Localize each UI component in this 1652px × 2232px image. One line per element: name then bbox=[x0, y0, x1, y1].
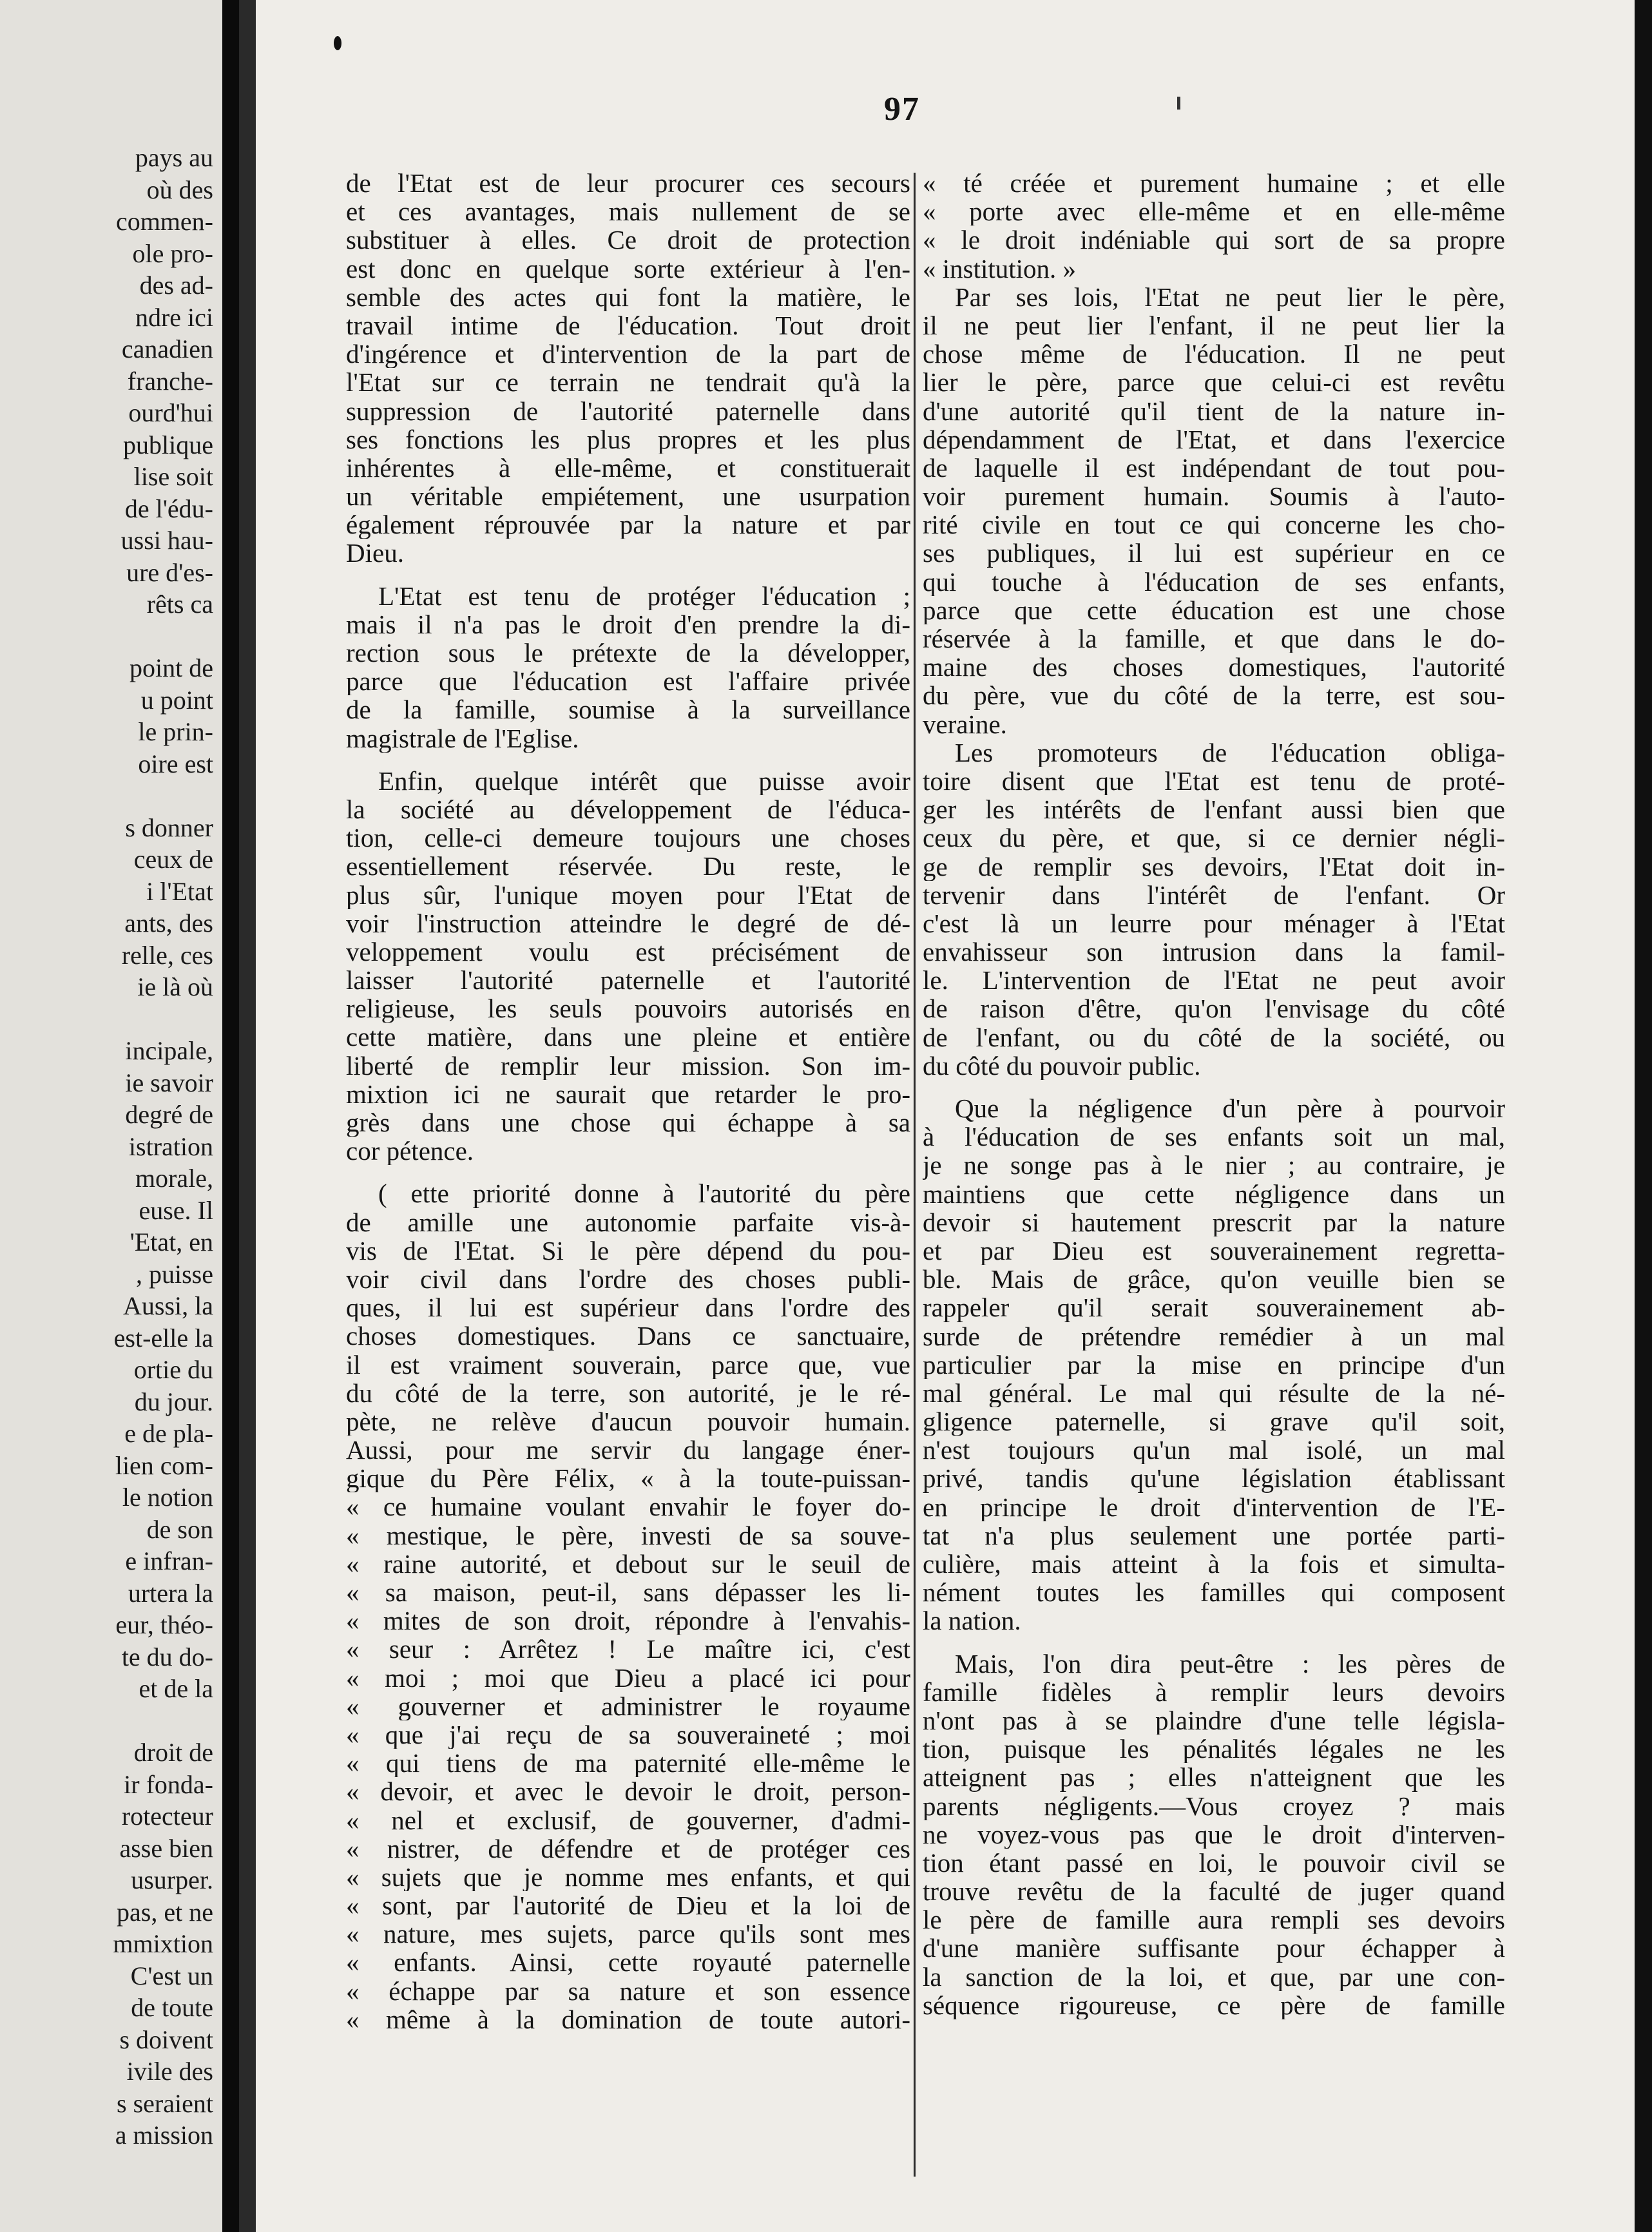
text-line: de l'Etat est de leur procurer ces secours bbox=[346, 169, 910, 198]
text-line: « devoir, et avec le devoir le droit, person- bbox=[346, 1777, 910, 1806]
text-line: de l'enfant, ou du côté de la société, ou bbox=[923, 1023, 1505, 1052]
fragment-line: ir fonda- bbox=[124, 1769, 213, 1799]
text-line: maintiens que cette négligence dans un bbox=[923, 1179, 1505, 1208]
text-line: et ces avantages, mais nullement de se bbox=[346, 197, 910, 226]
fragment-line: i l'Etat bbox=[146, 876, 213, 906]
text-line: « raine autorité, et debout sur le seuil de bbox=[346, 1549, 910, 1578]
text-line: la société au développement de l'éduca- bbox=[346, 794, 910, 824]
text-line: maine des choses domestiques, l'autorité bbox=[923, 653, 1505, 682]
text-line: atteignent pas ; elles n'atteignent que les bbox=[923, 1763, 1505, 1792]
paragraph-gap bbox=[346, 1165, 910, 1179]
text-line: n'ont pas à se plaindre d'une telle législa- bbox=[923, 1706, 1505, 1735]
text-line: semble des actes qui font la matière, le bbox=[346, 282, 910, 311]
fragment-line: de toute bbox=[131, 1993, 213, 2022]
text-line: veloppement voulu est précisément de bbox=[346, 937, 910, 967]
fragment-line: ortie du bbox=[133, 1355, 213, 1384]
scan-edge bbox=[1635, 0, 1652, 2232]
text-line: laisser l'autorité paternelle et l'autorité bbox=[346, 966, 910, 995]
text-line: « ce humaine voulant envahir le foyer do- bbox=[346, 1492, 910, 1521]
text-line: ne voyez-vous pas que le droit d'interven- bbox=[923, 1820, 1505, 1849]
text-line: vis de l'Etat. Si le père dépend du pou- bbox=[346, 1236, 910, 1265]
text-line: veraine. bbox=[923, 709, 1007, 738]
text-line: « porte avec elle-même et en elle-même bbox=[923, 197, 1505, 226]
column-rule bbox=[914, 173, 916, 2177]
fragment-line: commen- bbox=[115, 207, 213, 236]
text-line: « mites de son droit, répondre à l'envahis- bbox=[346, 1606, 910, 1635]
text-line: Par ses lois, l'Etat ne peut lier le père, bbox=[955, 282, 1505, 311]
fragment-line: lise soit bbox=[133, 462, 213, 491]
fragment-line: C'est un bbox=[130, 1961, 213, 1990]
fragment-line: te du do- bbox=[121, 1642, 213, 1671]
fragment-line: est-elle la bbox=[113, 1323, 213, 1352]
text-line: particulier par la mise en principe d'un bbox=[923, 1350, 1505, 1379]
ink-mark bbox=[1177, 97, 1180, 110]
text-line: ceux du père, et que, si ce dernier négli- bbox=[923, 823, 1505, 852]
text-line: « nature, mes sujets, parce qu'ils sont mes bbox=[346, 1919, 910, 1948]
text-line: rappeler qu'il serait souverainement ab- bbox=[923, 1293, 1505, 1322]
fragment-line: où des bbox=[146, 175, 213, 204]
fragment-line: pas, et ne bbox=[117, 1897, 213, 1927]
fragment-line: ivile des bbox=[126, 2057, 213, 2086]
fragment-line: ussi hau- bbox=[120, 526, 213, 555]
text-line: il ne peut lier l'enfant, il ne peut lier la bbox=[923, 311, 1505, 340]
text-line: « nel et exclusif, de gouverner, d'admi- bbox=[346, 1805, 910, 1834]
text-line: « même à la domination de toute autori- bbox=[346, 2005, 910, 2034]
text-line: substituer à elles. Ce droit de protection bbox=[346, 226, 910, 255]
fragment-line: eur, théo- bbox=[115, 1610, 213, 1639]
text-line: je ne songe pas à le nier ; au contraire, je bbox=[923, 1151, 1505, 1180]
text-line: parents négligents.—Vous croyez ? mais bbox=[923, 1791, 1505, 1820]
text-line: mal général. Le mal qui résulte de la né- bbox=[923, 1378, 1505, 1408]
paragraph-gap bbox=[923, 1080, 1505, 1094]
fragment-line: ndre ici bbox=[135, 302, 213, 332]
text-line: de amille une autonomie parfaite vis-à- bbox=[346, 1207, 910, 1236]
text-line: l'Etat sur ce terrain ne tendrait qu'à la bbox=[346, 368, 910, 397]
text-line: essentiellement réservée. Du reste, le bbox=[346, 852, 910, 881]
text-line: voir l'instruction atteindre le degré de dé- bbox=[346, 909, 910, 938]
text-line: Aussi, pour me servir du langage éner- bbox=[346, 1436, 910, 1465]
text-line: suppression de l'autorité paternelle dans bbox=[346, 396, 910, 425]
fragment-line: morale, bbox=[135, 1164, 213, 1193]
text-line: surde de prétendre remédier à un mal bbox=[923, 1322, 1505, 1351]
text-line: « mestique, le père, investi de sa souve- bbox=[346, 1521, 910, 1550]
text-line: inhérentes à elle-même, et constituerait bbox=[346, 453, 910, 483]
text-line: « sa maison, peut-il, sans dépasser les li- bbox=[346, 1578, 910, 1607]
text-line: trouve revêtu de la faculté de juger quand bbox=[923, 1877, 1505, 1906]
text-line: la sanction de la loi, et que, par une con- bbox=[923, 1962, 1505, 1991]
fragment-line: rêts ca bbox=[146, 590, 213, 619]
fragment-line: pays au bbox=[135, 143, 213, 172]
fragment-line: ure d'es- bbox=[126, 557, 213, 587]
text-line: voir civil dans l'ordre des choses publi- bbox=[346, 1264, 910, 1294]
text-line: famille fidèles à remplir leurs devoirs bbox=[923, 1677, 1505, 1706]
text-line: Enfin, quelque intérêt que puisse avoir bbox=[378, 766, 910, 795]
fragment-line: des ad- bbox=[139, 271, 213, 300]
fragment-line: le prin- bbox=[138, 717, 213, 746]
fragment-line: e de pla- bbox=[124, 1419, 213, 1448]
fragment-line: ie savoir bbox=[125, 1068, 213, 1097]
fragment-line: 'Etat, en bbox=[130, 1227, 213, 1256]
text-line: d'une autorité qu'il tient de la nature in- bbox=[923, 396, 1505, 425]
text-line: de raison d'être, qu'on l'envisage du côté bbox=[923, 994, 1505, 1023]
text-line: de laquelle il est indépendant de tout pou- bbox=[923, 453, 1505, 483]
text-line: tion, celle-ci demeure toujours une choses bbox=[346, 823, 910, 852]
text-line: nément toutes les familles qui composent bbox=[923, 1578, 1505, 1607]
fragment-line: le notion bbox=[122, 1483, 213, 1512]
page-number: 97 bbox=[884, 91, 920, 128]
text-line: d'ingérence et d'intervention de la part de bbox=[346, 340, 910, 369]
text-line: voir purement humain. Soumis à l'auto- bbox=[923, 482, 1505, 511]
text-line: un véritable empiétement, une usurpation bbox=[346, 482, 910, 511]
text-line: « moi ; moi que Dieu a placé ici pour bbox=[346, 1663, 910, 1692]
fragment-line: ants, des bbox=[124, 909, 213, 938]
text-line: toire disent que l'Etat est tenu de proté- bbox=[923, 766, 1505, 796]
fragment-line: u point bbox=[140, 685, 213, 715]
fragment-line: de l'édu- bbox=[124, 494, 213, 523]
text-line: tat n'a plus seulement une portée parti- bbox=[923, 1521, 1505, 1550]
text-line: « institution. » bbox=[923, 254, 1077, 283]
text-line: dépendamment de l'Etat, et dans l'exercice bbox=[923, 425, 1505, 454]
text-line: cor pétence. bbox=[346, 1137, 474, 1166]
text-line: Les promoteurs de l'éducation obliga- bbox=[955, 738, 1505, 767]
fragment-line: et de la bbox=[139, 1674, 213, 1703]
text-line: à l'éducation de ses enfants soit un mal, bbox=[923, 1122, 1505, 1151]
text-line: il est vraiment souverain, parce que, vue bbox=[346, 1350, 910, 1379]
text-line: ble. Mais de grâce, qu'on veuille bien se bbox=[923, 1265, 1505, 1294]
text-line: et par Dieu est souverainement regretta- bbox=[923, 1236, 1505, 1265]
text-line: de la famille, soumise à la surveillance bbox=[346, 695, 910, 724]
text-line: grès dans une chose qui échappe à sa bbox=[346, 1108, 910, 1137]
fragment-line: e infran- bbox=[125, 1546, 213, 1575]
previous-page-fragment bbox=[0, 0, 239, 2232]
text-line: également réprouvée par la nature et par bbox=[346, 510, 910, 539]
fragment-line: usurper. bbox=[131, 1865, 213, 1894]
fragment-line: s donner bbox=[125, 813, 213, 842]
text-line: ses fonctions les plus propres et les plus bbox=[346, 425, 910, 454]
fragment-line: relle, ces bbox=[121, 940, 213, 970]
fragment-line: euse. Il bbox=[139, 1195, 213, 1225]
text-line: parce que cette éducation est une chose bbox=[923, 595, 1505, 624]
fragment-line: urtera la bbox=[128, 1578, 213, 1608]
fragment-line: ole pro- bbox=[132, 238, 213, 268]
text-line: séquence rigoureuse, ce père de famille bbox=[923, 1990, 1505, 2019]
paragraph-gap bbox=[346, 568, 910, 582]
text-line: qui touche à l'éducation de ses enfants, bbox=[923, 567, 1505, 596]
text-line: Mais, l'on dira peut-être : les pères de bbox=[955, 1649, 1505, 1678]
text-line: réservée à la famille, et que dans le do- bbox=[923, 624, 1505, 653]
text-line: ques, il lui est supérieur dans l'ordre des bbox=[346, 1293, 910, 1322]
fragment-line: du jour. bbox=[134, 1387, 213, 1416]
text-line: tion, puisque les pénalités légales ne les bbox=[923, 1735, 1505, 1764]
book-gutter bbox=[239, 0, 256, 2232]
text-line: « qui tiens de ma paternité elle-même le bbox=[346, 1749, 910, 1778]
text-line: ger les intérêts de l'enfant aussi bien que bbox=[923, 795, 1505, 824]
text-line: « sujets que je nomme mes enfants, et qui bbox=[346, 1862, 910, 1892]
text-line: gique du Père Félix, « à la toute-puissan- bbox=[346, 1464, 910, 1493]
text-line: cette matière, dans une pleine et entière bbox=[346, 1023, 910, 1052]
fragment-line: droit de bbox=[133, 1738, 213, 1767]
fragment-line: Aussi, la bbox=[123, 1291, 213, 1320]
fragment-line: s doivent bbox=[119, 2025, 213, 2054]
text-line: rité civile en tout ce qui concerne les cho- bbox=[923, 510, 1505, 539]
fragment-line: mmixtion bbox=[113, 1929, 213, 1958]
text-line: ( ette priorité donne à l'autorité du père bbox=[378, 1179, 910, 1208]
text-line: religieuse, les seuls pouvoirs autorisés en bbox=[346, 994, 910, 1023]
text-line: ses publiques, il lui est supérieur en ce bbox=[923, 539, 1505, 568]
text-line: « échappe par sa nature et son essence bbox=[346, 1976, 910, 2005]
text-line: Dieu. bbox=[346, 539, 404, 568]
text-line: chose même de l'éducation. Il ne peut bbox=[923, 340, 1505, 369]
text-line: « que j'ai reçu de sa souveraineté ; moi bbox=[346, 1720, 910, 1749]
fragment-line: rotecteur bbox=[121, 1802, 213, 1831]
text-line: « gouverner et administrer le royaume bbox=[346, 1691, 910, 1720]
fragment-line: point de bbox=[130, 653, 213, 682]
text-line: Que la négligence d'un père à pourvoir bbox=[955, 1094, 1505, 1123]
text-line: L'Etat est tenu de protéger l'éducation ; bbox=[378, 581, 910, 610]
text-line: rection sous le prétexte de la développer, bbox=[346, 639, 910, 668]
text-line: liberté de remplir leur mission. Son im- bbox=[346, 1051, 910, 1080]
fragment-line: s seraient bbox=[117, 2088, 213, 2118]
text-line: privé, tandis qu'une législation établissant bbox=[923, 1464, 1505, 1493]
text-line: mais il n'a pas le droit d'en prendre la di- bbox=[346, 610, 910, 639]
fragment-line: lien com- bbox=[115, 1450, 213, 1480]
text-line: ge de remplir ses devoirs, l'Etat doit in- bbox=[923, 852, 1505, 881]
fragment-line: oire est bbox=[138, 749, 213, 778]
text-line: « sont, par l'autorité de Dieu et la loi de bbox=[346, 1891, 910, 1920]
text-line: mixtion ici ne saurait que retarder le pro- bbox=[346, 1079, 910, 1108]
text-line: le. L'intervention de l'Etat ne peut avoir bbox=[923, 966, 1505, 995]
fragment-line: ourd'hui bbox=[128, 398, 213, 427]
right-column bbox=[923, 169, 1505, 2019]
text-line: devoir si hautement prescrit par la nature bbox=[923, 1207, 1505, 1236]
text-line: « enfants. Ainsi, cette royauté paternelle bbox=[346, 1948, 910, 1977]
fragment-line: , puisse bbox=[136, 1259, 213, 1289]
fragment-line: degré de bbox=[125, 1100, 213, 1129]
text-line: du côté de la terre, son autorité, je le ré- bbox=[346, 1378, 910, 1407]
text-line: culière, mais atteint à la fois et simulta- bbox=[923, 1550, 1505, 1579]
text-line: plus sûr, l'unique moyen pour l'Etat de bbox=[346, 880, 910, 909]
fragment-line: ie là où bbox=[137, 972, 213, 1001]
text-line: pète, ne relève d'aucun pouvoir humain. bbox=[346, 1407, 910, 1436]
text-line: envahisseur son intrusion dans la famil- bbox=[923, 938, 1505, 967]
text-line: d'une manière suffisante pour échapper à bbox=[923, 1934, 1505, 1963]
text-line: est donc en quelque sorte extérieur à l'en- bbox=[346, 254, 910, 283]
fragment-line: istration bbox=[128, 1131, 213, 1161]
fragment-line: canadien bbox=[121, 334, 213, 363]
text-line: lier le père, parce que celui-ci est revêtu bbox=[923, 368, 1505, 397]
text-line: le père de famille aura rempli ses devoirs bbox=[923, 1905, 1505, 1934]
text-line: parce que l'éducation est l'affaire privée bbox=[346, 667, 910, 696]
text-line: du côté du pouvoir public. bbox=[923, 1051, 1201, 1080]
text-line: tion étant passé en loi, le pouvoir civil se bbox=[923, 1848, 1505, 1878]
fragment-line: incipale, bbox=[125, 1036, 213, 1065]
fragment-line: ceux de bbox=[133, 845, 213, 874]
ink-spot bbox=[334, 36, 341, 50]
text-line: tervenir dans l'intérêt de l'enfant. Or bbox=[923, 880, 1505, 909]
text-line: « té créée et purement humaine ; et elle bbox=[923, 169, 1505, 198]
text-line: gligence paternelle, si grave qu'il soit, bbox=[923, 1407, 1505, 1436]
fragment-line: asse bien bbox=[119, 1833, 213, 1863]
fragment-line: de son bbox=[146, 1514, 213, 1544]
text-line: magistrale de l'Eglise. bbox=[346, 724, 579, 753]
text-line: travail intime de l'éducation. Tout droit bbox=[346, 311, 910, 340]
text-line: choses domestiques. Dans ce sanctuaire, bbox=[346, 1322, 910, 1351]
paragraph-gap bbox=[346, 753, 910, 767]
paragraph-gap bbox=[923, 1635, 1505, 1650]
fragment-line: franche- bbox=[127, 366, 213, 396]
text-line: n'est toujours qu'un mal isolé, un mal bbox=[923, 1436, 1505, 1465]
text-line: « seur : Arrêtez ! Le maître ici, c'est bbox=[346, 1635, 910, 1664]
fragment-line: publique bbox=[123, 430, 213, 459]
text-line: du père, vue du côté de la terre, est sou- bbox=[923, 681, 1505, 710]
left-column bbox=[346, 169, 910, 2034]
text-line: « le droit indéniable qui sort de sa propre bbox=[923, 226, 1505, 255]
fragment-line: a mission bbox=[115, 2121, 213, 2150]
text-line: en principe le droit d'intervention de l'E- bbox=[923, 1492, 1505, 1521]
text-line: la nation. bbox=[923, 1606, 1021, 1635]
text-line: « nistrer, de défendre et de protéger ces bbox=[346, 1834, 910, 1863]
text-line: c'est là un leurre pour ménager à l'Etat bbox=[923, 909, 1505, 938]
